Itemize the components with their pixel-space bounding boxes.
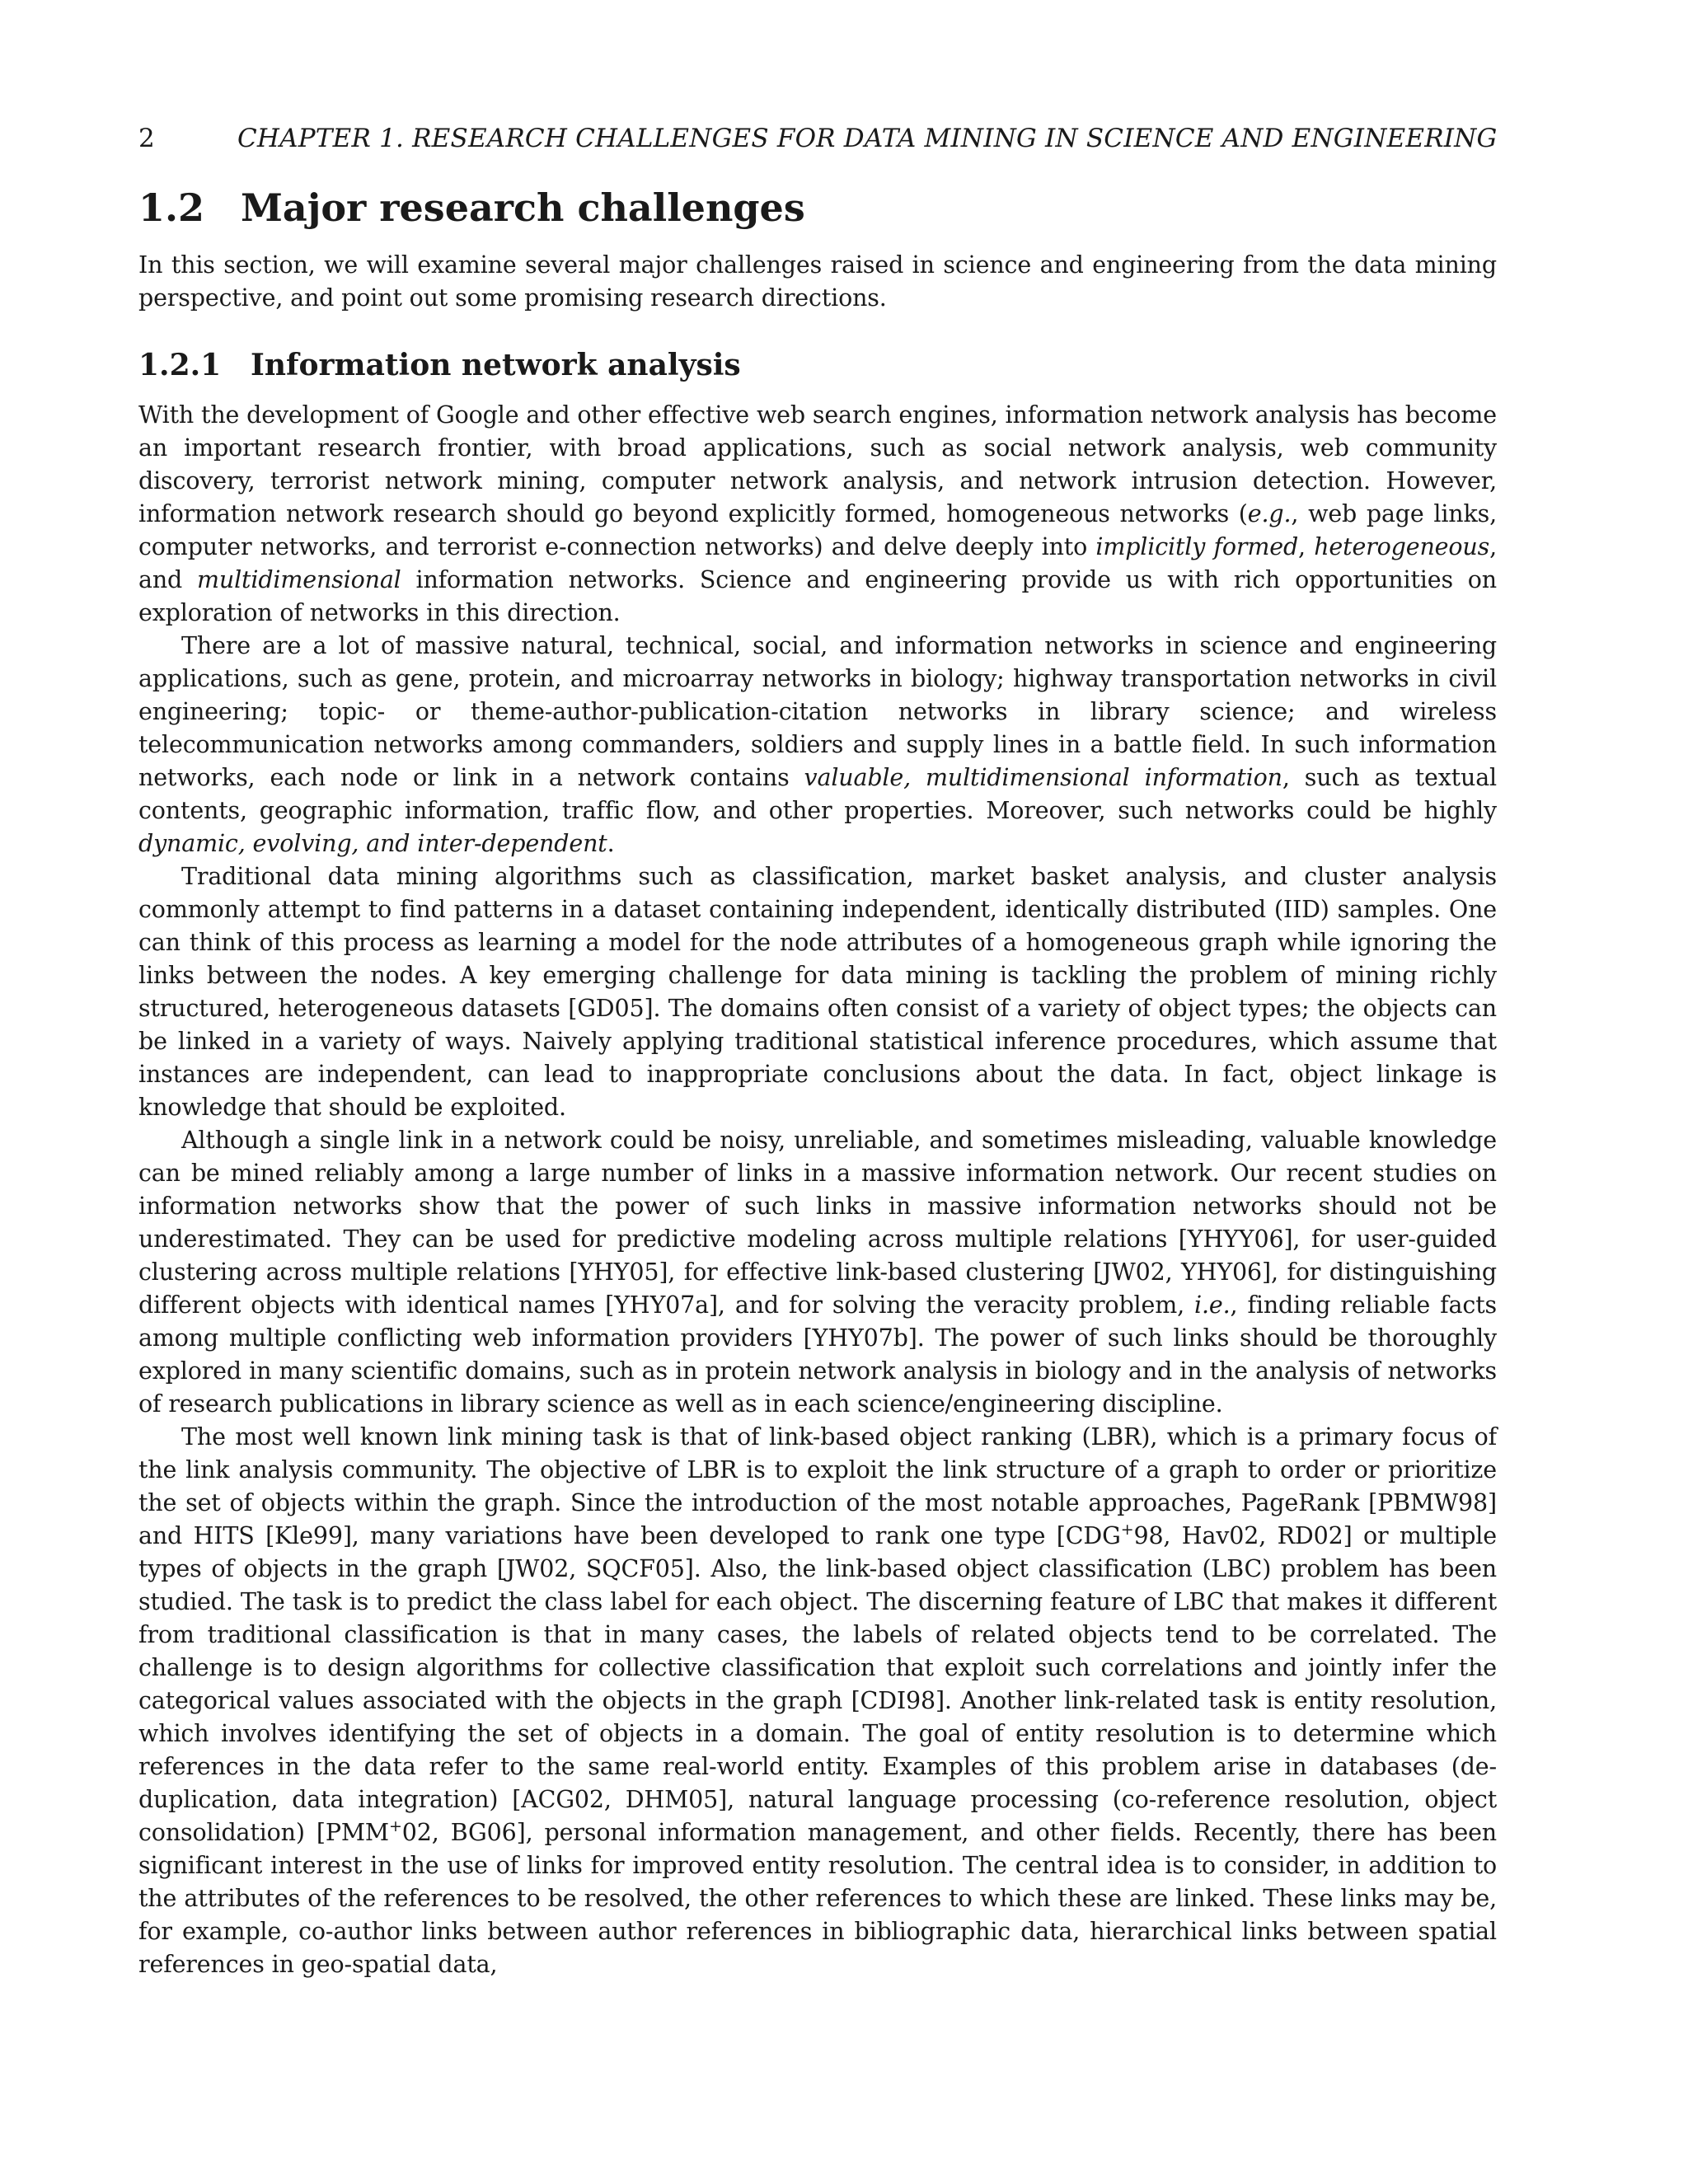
- italic-text: e.g.: [1247, 500, 1292, 527]
- italic-text: valuable, multidimensional information: [804, 764, 1282, 791]
- text-run: , such as textual contents, geographic information, traffic flow, and other properties. Moreover, such networks could be highly: [138, 764, 1498, 824]
- italic-text: i.e.: [1194, 1291, 1231, 1319]
- italic-text: multidimensional: [197, 566, 401, 593]
- text-run: , finding reliable facts among multiple conflicting web information providers [YHY07b]. The power of such links should be thoroughly explored in many scientific domains, such as in protein network analysis in biology and in the analysis of networks of research publications in library science as well as in each science/engineering discipline.: [138, 1291, 1497, 1418]
- section-title: Major research challenges: [241, 185, 805, 230]
- text-run: , and: [138, 533, 1497, 593]
- text-run: With the development of Google and other effective web search engines, information network analysis has become an important research frontier, with broad applications, such as social network analysis, web community discovery, terrorist network mining, computer network analysis, and network intrusion detection. However, information network research should go beyond explicitly formed, homogeneous networks (: [138, 401, 1497, 527]
- section-heading: [138, 185, 1497, 231]
- section-number: 1.2: [138, 185, 205, 230]
- subsection-heading: [138, 346, 1497, 384]
- superscript: +: [1120, 1521, 1134, 1539]
- text-run: ,: [1298, 533, 1315, 560]
- text-run: The most well known link mining task is that of link-based object ranking (LBR), which is a primary focus of the link analysis community. The objective of LBR is to exploit the link structure of a graph to order or prioritize the set of objects within the graph. Since the introduction of the most notable approaches, PageRank [PBMW98] and HITS [Kle99], many variations have been developed to rank one type [CDG: [138, 1423, 1497, 1549]
- paragraph-1: [138, 399, 1497, 630]
- running-title: CHAPTER 1. RESEARCH CHALLENGES FOR DATA MINING IN SCIENCE AND ENGINEERING: [237, 124, 1498, 153]
- text-run: , web page links, computer networks, and terrorist e-connection networks) and delve deeply into: [138, 500, 1498, 560]
- text-run: 98, Hav02, RD02] or multiple types of objects in the graph [JW02, SQCF05]. Also, the link-based object classification (LBC) problem has been studied. The task is to predict the class label for each object. The discerning feature of LBC that makes it different from traditional classification is that in many cases, the labels of related objects tend to be correlated. The challenge is to design algorithms for collective classification that exploit such correlations and jointly infer the categorical values associated with the objects in the graph [CDI98]. Another link-related task is entity resolution, which involves identifying the set of objects in a domain. The goal of entity resolution is to determine which references in the data refer to the same real-world entity. Examples of this problem arise in databases (de-duplication, data integration) [ACG02, DHM05], natural language processing (co-reference resolution, object consolidation) [PMM: [138, 1522, 1497, 1846]
- subsection-title: Information network analysis: [251, 348, 741, 382]
- superscript: +: [388, 1817, 402, 1835]
- italic-text: implicitly formed: [1095, 533, 1299, 560]
- italic-text: dynamic, evolving, and inter-dependent: [138, 830, 607, 857]
- document-page: [138, 122, 1497, 1981]
- text-run: information networks. Science and engineering provide us with rich opportunities on exploration of networks in this direction.: [138, 566, 1497, 626]
- running-header: [138, 122, 1497, 155]
- section-intro-paragraph: In this section, we will examine several major challenges raised in science and engineering from the data mining perspective, and point out some promising research directions.: [138, 251, 1497, 312]
- text-run: .: [607, 830, 615, 857]
- paragraph-3: Traditional data mining algorithms such as classification, market basket analysis, and cluster analysis commonly attempt to find patterns in a dataset containing independent, identically distributed (IID) samples. One can think of this process as learning a model for the node attributes of a homogeneous graph while ignoring the links between the nodes. A key emerging challenge for data mining is tackling the problem of mining richly structured, heterogeneous datasets [GD05]. The domains often consist of a variety of object types; the objects can be linked in a variety of ways. Naively applying traditional statistical inference procedures, which assume that instances are independent, can lead to inappropriate conclusions about the data. In fact, object linkage is knowledge that should be exploited.: [138, 863, 1497, 1121]
- paragraph-2: [138, 630, 1497, 860]
- text-run: Although a single link in a network could be noisy, unreliable, and sometimes misleading, valuable knowledge can be mined reliably among a large number of links in a massive information network. Our recent studies on information networks show that the power of such links in massive information networks should not be underestimated. They can be used for predictive modeling across multiple relations [YHYY06], for user-guided clustering across multiple relations [YHY05], for effective link-based clustering [JW02, YHY06], for distinguishing different objects with identical names [YHY07a], and for solving the veracity problem,: [138, 1127, 1497, 1319]
- text-run: There are a lot of massive natural, technical, social, and information networks in science and engineering applications, such as gene, protein, and microarray networks in biology; highway transportation networks in civil engineering; topic- or theme-author-publication-citation networks in library science; and wireless telecommunication networks among commanders, soldiers and supply lines in a battle field. In such information networks, each node or link in a network contains: [138, 632, 1497, 791]
- subsection-number: 1.2.1: [138, 348, 222, 382]
- paragraph-4: [138, 1124, 1497, 1421]
- page-number: 2: [138, 124, 155, 153]
- italic-text: heterogeneous: [1314, 533, 1490, 560]
- paragraph-5: [138, 1421, 1497, 1981]
- text-run: 02, BG06], personal information management, and other fields. Recently, there has been significant interest in the use of links for improved entity resolution. The central idea is to consider, in addition to the attributes of the references to be resolved, the other references to which these are linked. These links may be, for example, co-author links between author references in bibliographic data, hierarchical links between spatial references in geo-spatial data,: [138, 1819, 1497, 1978]
